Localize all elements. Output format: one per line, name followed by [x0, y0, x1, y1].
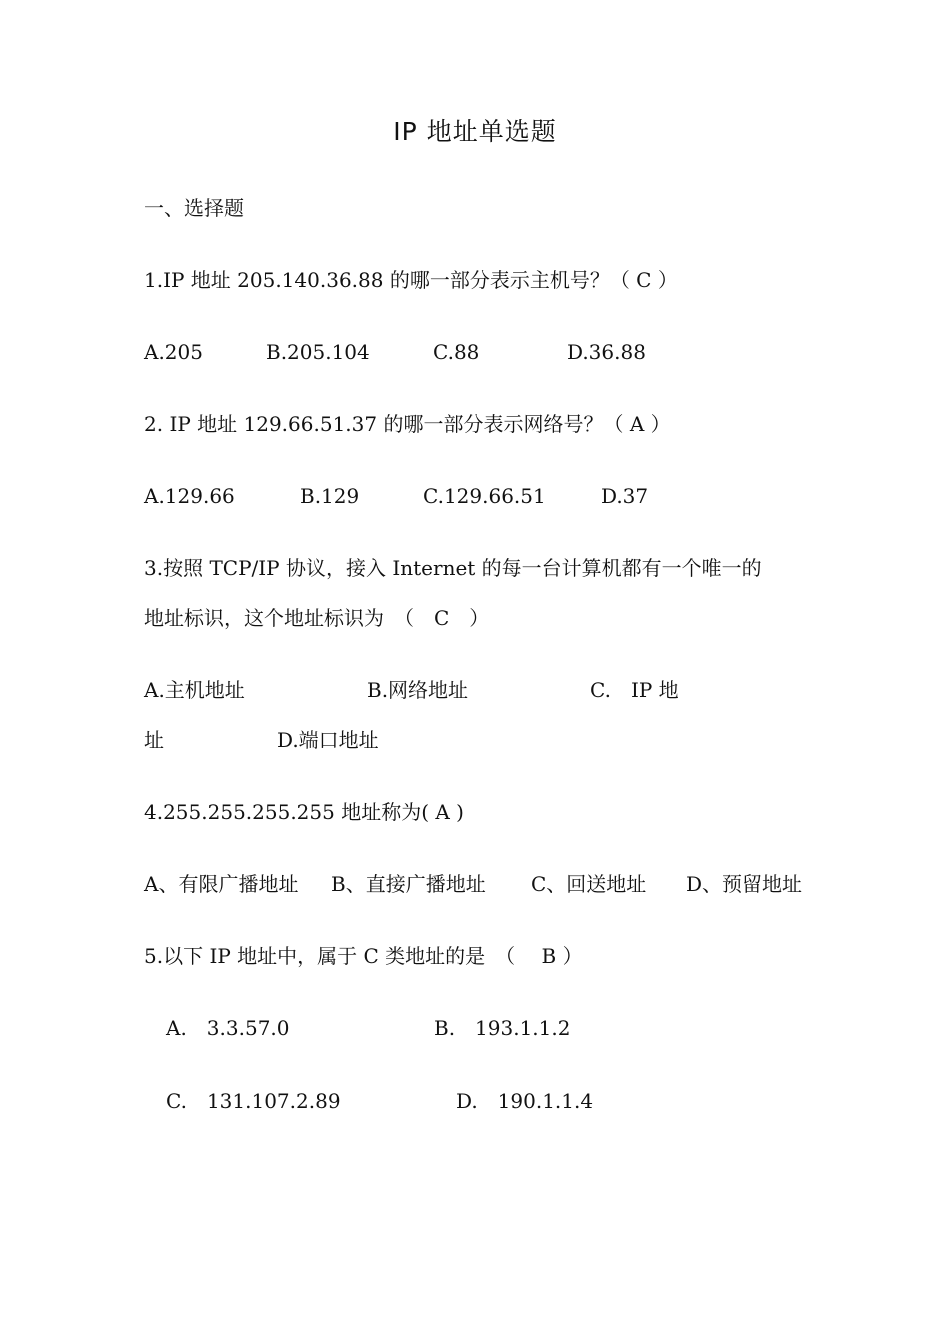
question-5-option-d: D. 190.1.1.4 — [456, 1089, 594, 1113]
question-3-stem-line-2: 地址标识，这个地址标识为 （ C ） — [144, 606, 490, 630]
question-1-option-c: C.88 — [433, 340, 480, 364]
question-3-option-b: B.网络地址 — [367, 678, 469, 702]
question-1-option-a: A.205 — [144, 340, 203, 364]
question-3-option-c-wrap: 址 — [144, 728, 164, 752]
question-2-option-b: B.129 — [300, 484, 360, 508]
question-2-option-d: D.37 — [601, 484, 649, 508]
question-3-option-d: D.端口地址 — [277, 728, 379, 752]
question-4-stem: 4.255.255.255.255 地址称为( A ) — [144, 800, 464, 824]
question-3-stem-line-1: 3.按照 TCP/IP 协议，接入 Internet 的每一台计算机都有一个唯一的 — [144, 556, 762, 580]
question-1-option-d: D.36.88 — [567, 340, 646, 364]
question-1-stem: 1.IP 地址 205.140.36.88 的哪一部分表示主机号？（ C ） — [144, 268, 678, 292]
question-5-option-c: C. 131.107.2.89 — [166, 1089, 341, 1113]
document-title: IP 地址单选题 — [393, 117, 557, 146]
question-3-option-a: A.主机地址 — [144, 678, 245, 702]
question-5-option-b: B. 193.1.1.2 — [434, 1016, 571, 1040]
question-4-option-a: A、有限广播地址 — [144, 872, 299, 896]
question-2-option-a: A.129.66 — [144, 484, 235, 508]
question-1-option-b: B.205.104 — [266, 340, 370, 364]
question-4-option-c: C、回送地址 — [531, 872, 647, 896]
question-2-stem: 2. IP 地址 129.66.51.37 的哪一部分表示网络号？（ A ） — [144, 412, 671, 436]
question-2-option-c: C.129.66.51 — [423, 484, 546, 508]
question-3-option-c: C. IP 地 — [590, 678, 679, 702]
question-4-option-b: B、直接广播地址 — [331, 872, 486, 896]
question-5-stem: 5.以下 IP 地址中，属于 C 类地址的是 （ B ） — [144, 944, 583, 968]
section-heading: 一、选择题 — [144, 196, 244, 220]
question-5-option-a: A. 3.3.57.0 — [166, 1016, 290, 1040]
question-4-option-d: D、预留地址 — [686, 872, 803, 896]
